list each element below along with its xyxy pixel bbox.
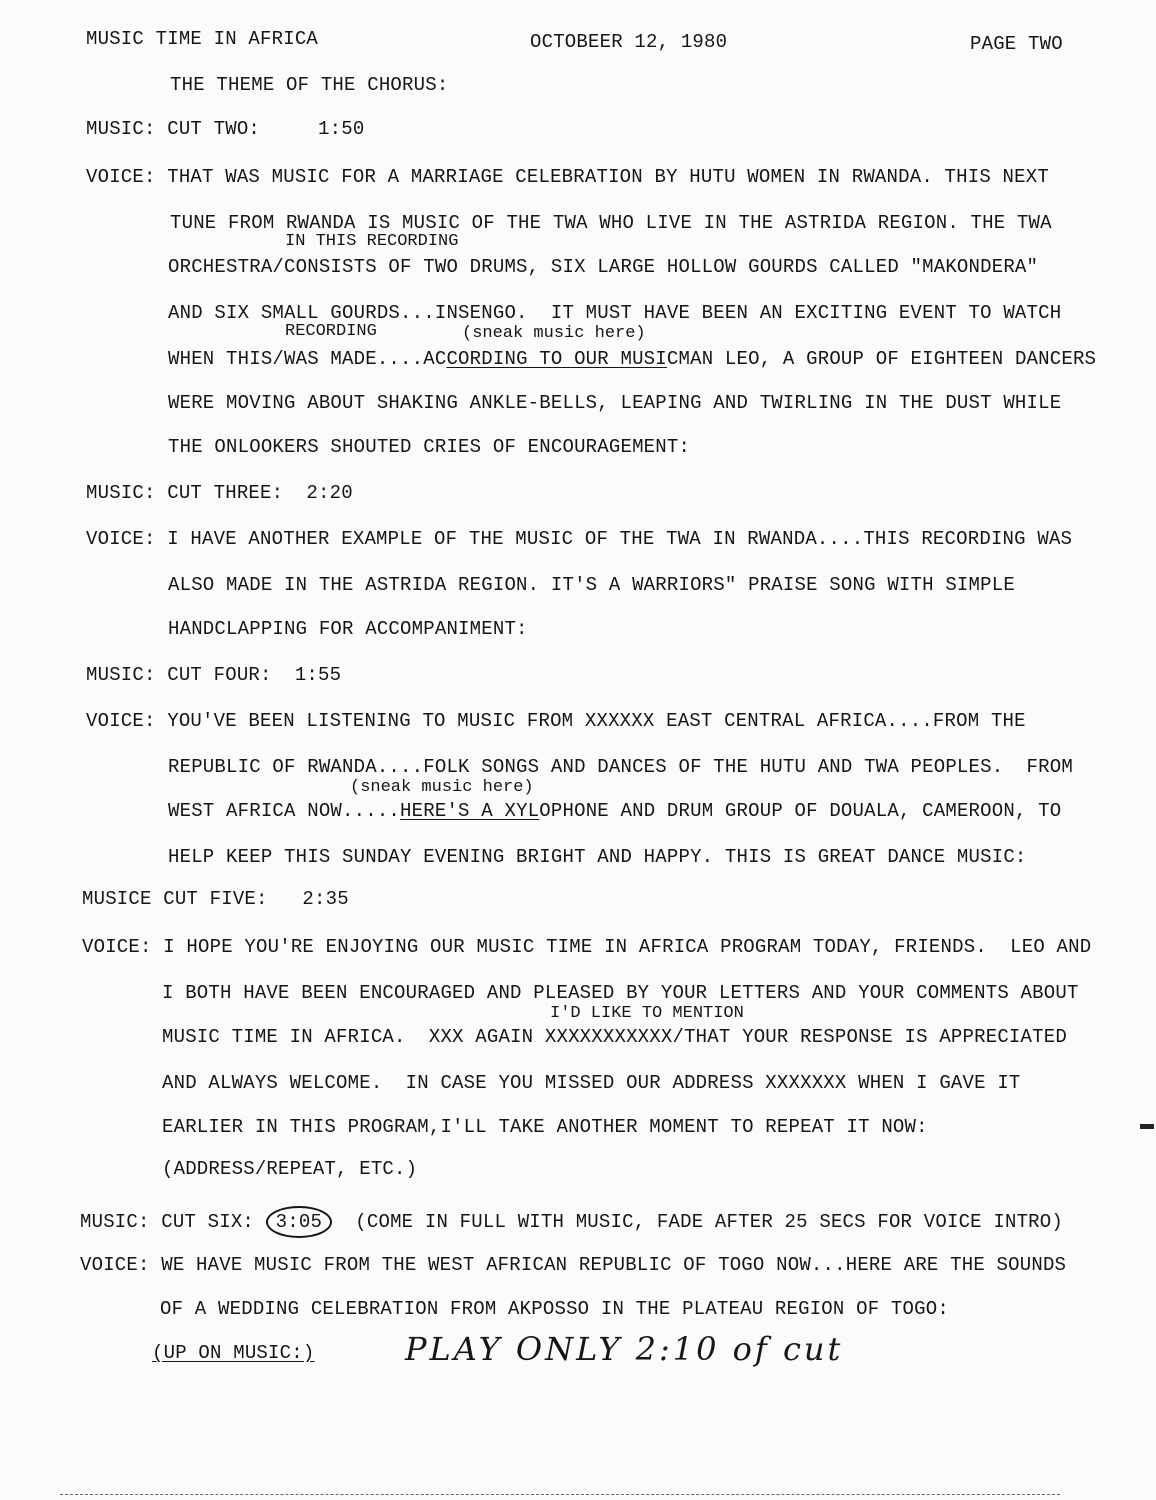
underlined-segment: CORDING TO OUR MUSI xyxy=(446,348,667,370)
handwritten-insertion: IN THIS RECORDING xyxy=(285,232,459,251)
handwritten-insertion: RECORDING xyxy=(285,322,377,341)
text-segment: OPHONE AND DRUM GROUP OF DOUALA, CAMEROON, TO xyxy=(539,800,1062,822)
text-line: MUSIC TIME IN AFRICA. XXX AGAIN XXXXXXXXXXX/THAT YOUR RESPONSE IS APPRECIATED xyxy=(162,1026,1067,1048)
text-line: AND ALWAYS WELCOME. IN CASE YOU MISSED OUR ADDRESS XXXXXXX WHEN I GAVE IT xyxy=(162,1072,1021,1094)
text-line: AND SIX SMALL GOURDS...INSENGO. IT MUST HAVE BEEN AN EXCITING EVENT TO WATCH xyxy=(168,302,1062,324)
header-program: MUSIC TIME IN AFRICA xyxy=(86,28,319,50)
circled-duration: 3:05 xyxy=(266,1206,332,1238)
page-edge xyxy=(60,1494,1060,1496)
text-line: OF A WEDDING CELEBRATION FROM AKPOSSO IN THE PLATEAU REGION OF TOGO: xyxy=(160,1298,949,1320)
voice-line: VOICE: WE HAVE MUSIC FROM THE WEST AFRICAN REPUBLIC OF TOGO NOW...HERE ARE THE SOUNDS xyxy=(80,1254,1067,1276)
voice-line: VOICE: I HAVE ANOTHER EXAMPLE OF THE MUSIC OF THE TWA IN RWANDA....THIS RECORDING WAS xyxy=(86,528,1073,550)
text-line xyxy=(168,348,1096,370)
text-line xyxy=(168,800,1061,822)
text-segment: MUSIC: CUT SIX: xyxy=(80,1211,266,1233)
text-segment: CMAN LEO, A GROUP OF EIGHTEEN DANCERS xyxy=(666,348,1097,370)
music-cue: MUSIC: CUT FOUR: 1:55 xyxy=(86,664,342,686)
handwritten-insertion: I'D LIKE TO MENTION xyxy=(550,1004,744,1023)
music-cue: MUSIC: CUT THREE: 2:20 xyxy=(86,482,353,504)
voice-line: VOICE: YOU'VE BEEN LISTENING TO MUSIC FROM XXXXXX EAST CENTRAL AFRICA....FROM THE xyxy=(86,710,1026,732)
music-cue: MUSICE CUT FIVE: 2:35 xyxy=(82,888,349,910)
voice-line: VOICE: THAT WAS MUSIC FOR A MARRIAGE CELEBRATION BY HUTU WOMEN IN RWANDA. THIS NEXT xyxy=(86,166,1049,188)
text-line: REPUBLIC OF RWANDA....FOLK SONGS AND DANCES OF THE HUTU AND TWA PEOPLES. FROM xyxy=(168,756,1073,778)
header-page: PAGE TWO xyxy=(970,33,1063,55)
handwritten-insertion: (sneak music here) xyxy=(462,324,646,343)
text-line: TUNE FROM RWANDA IS MUSIC OF THE TWA WHO LIVE IN THE ASTRIDA REGION. THE TWA xyxy=(170,212,1052,234)
handwritten-note: PLAY ONLY 2:10 of cut xyxy=(405,1330,844,1368)
underlined-segment: HERE'S A XYL xyxy=(400,800,540,822)
margin-mark xyxy=(1140,1124,1154,1129)
up-on-music-cue: (UP ON MUSIC:) xyxy=(152,1342,315,1364)
text-line: HELP KEEP THIS SUNDAY EVENING BRIGHT AND HAPPY. THIS IS GREAT DANCE MUSIC: xyxy=(168,846,1027,868)
text-line: THE ONLOOKERS SHOUTED CRIES OF ENCOURAGEMENT: xyxy=(168,436,691,458)
text-line: EARLIER IN THIS PROGRAM,I'LL TAKE ANOTHER MOMENT TO REPEAT IT NOW: xyxy=(162,1116,928,1138)
text-line: ORCHESTRA/CONSISTS OF TWO DRUMS, SIX LARGE HOLLOW GOURDS CALLED "MAKONDERA" xyxy=(168,256,1039,278)
handwritten-insertion: (sneak music here) xyxy=(350,778,534,797)
text-line: I BOTH HAVE BEEN ENCOURAGED AND PLEASED BY YOUR LETTERS AND YOUR COMMENTS ABOUT xyxy=(162,982,1079,1004)
text-line: (ADDRESS/REPEAT, ETC.) xyxy=(162,1158,418,1180)
text-segment: WHEN THIS/WAS MADE....AC xyxy=(168,348,447,370)
voice-line: VOICE: I HOPE YOU'RE ENJOYING OUR MUSIC TIME IN AFRICA PROGRAM TODAY, FRIENDS. LEO AND xyxy=(82,936,1092,958)
text-line: WERE MOVING ABOUT SHAKING ANKLE-BELLS, LEAPING AND TWIRLING IN THE DUST WHILE xyxy=(168,392,1062,414)
music-cue: MUSIC: CUT TWO: 1:50 xyxy=(86,118,365,140)
text-line: THE THEME OF THE CHORUS: xyxy=(170,74,449,96)
text-segment: WEST AFRICA NOW..... xyxy=(168,800,401,822)
text-line: ALSO MADE IN THE ASTRIDA REGION. IT'S A WARRIORS" PRAISE SONG WITH SIMPLE xyxy=(168,574,1015,596)
music-cue xyxy=(80,1206,1063,1238)
header-date: OCTOBEER 12, 1980 xyxy=(530,31,728,53)
text-line: HANDCLAPPING FOR ACCOMPANIMENT: xyxy=(168,618,528,640)
text-segment: (COME IN FULL WITH MUSIC, FADE AFTER 25 SECS FOR VOICE INTRO) xyxy=(332,1211,1063,1233)
